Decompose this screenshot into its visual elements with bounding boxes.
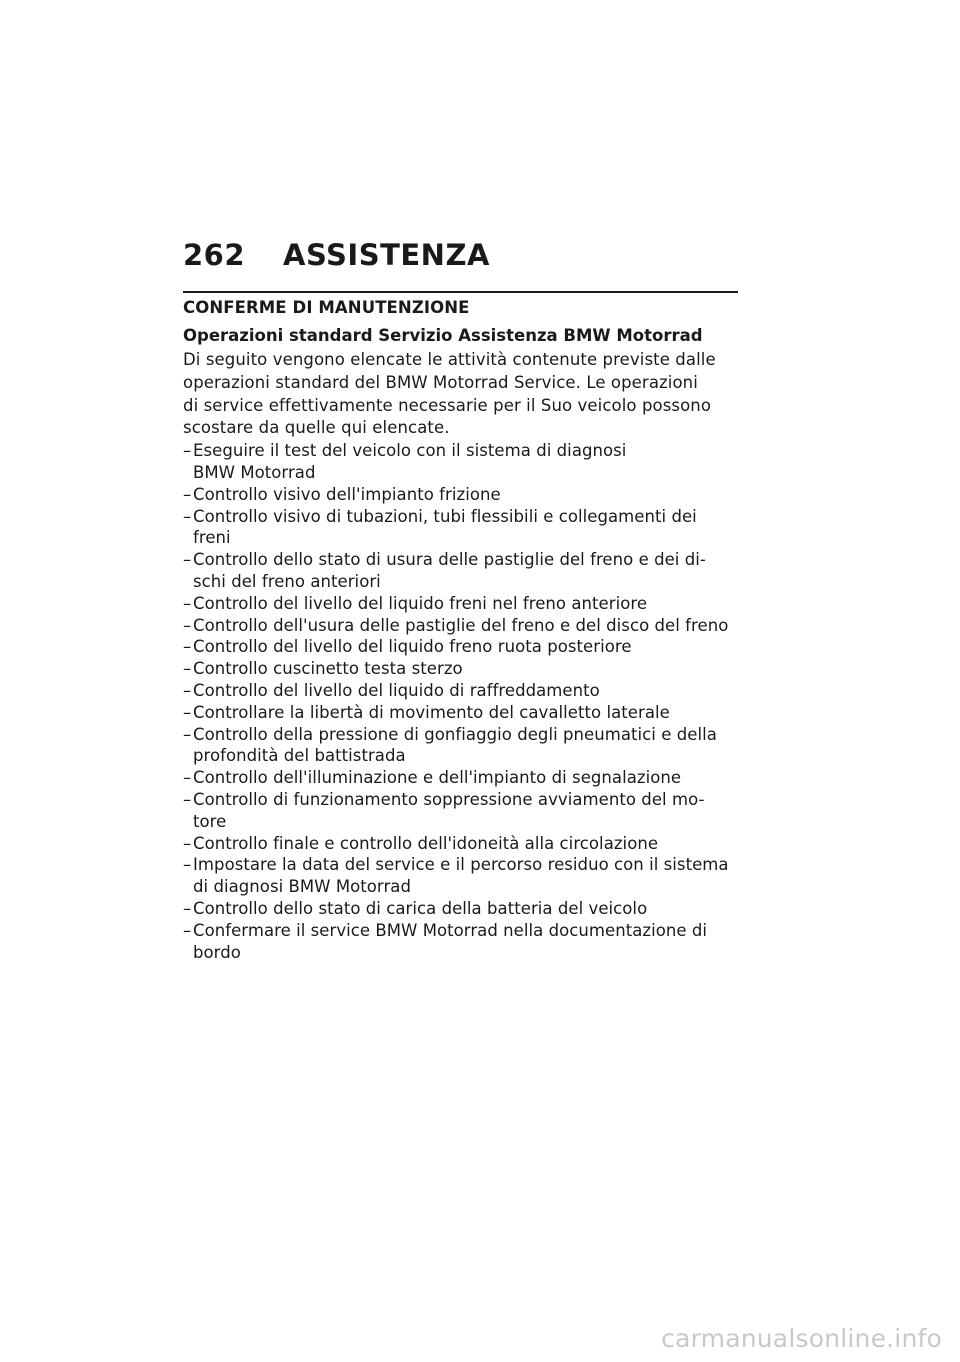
task-text: Controllo del livello del liquido di raffreddamento: [193, 680, 600, 700]
task-list-item: [183, 724, 741, 768]
watermark: carmanualsonline.info: [661, 1324, 942, 1353]
list-bullet: –: [183, 768, 192, 788]
task-text-continuation: bordo: [193, 942, 241, 962]
list-bullet: –: [183, 855, 192, 875]
list-bullet: –: [183, 659, 192, 679]
task-list-item: [183, 789, 741, 833]
task-text: Controllo dello stato di usura delle pastiglie del freno e dei di-: [193, 550, 706, 570]
task-text: Controllo finale e controllo dell'idoneità alla circolazione: [193, 833, 659, 853]
task-text-continuation: tore: [193, 811, 227, 831]
task-list-item: [183, 506, 741, 550]
task-list-item: [183, 549, 741, 593]
intro-line: scostare da quelle qui elencate.: [183, 418, 450, 438]
task-text-continuation: freni: [193, 528, 231, 548]
list-bullet: –: [183, 702, 192, 722]
task-text: Controllo di funzionamento soppressione avviamento del mo-: [193, 789, 705, 809]
list-bullet: –: [183, 484, 192, 504]
task-list-item: [183, 484, 741, 506]
task-text: Controllo cuscinetto testa sterzo: [193, 659, 463, 679]
list-bullet: –: [183, 615, 192, 635]
task-text: Impostare la data del service e il percorso residuo con il sistema: [193, 855, 729, 875]
task-text: Controllo dell'illuminazione e dell'impianto di segnalazione: [193, 768, 682, 788]
task-text: Controllo del livello del liquido freni nel freno anteriore: [193, 593, 648, 613]
task-list-item: [183, 702, 741, 724]
task-list-item: [183, 593, 741, 615]
list-bullet: –: [183, 550, 192, 570]
task-text: Controllo della pressione di gonfiaggio degli pneumatici e della: [193, 724, 717, 744]
task-list-item: [183, 440, 741, 484]
task-list-item: [183, 920, 741, 964]
intro-line: di service effettivamente necessarie per il Suo veicolo possono: [183, 395, 712, 415]
task-text-continuation: di diagnosi BMW Motorrad: [193, 877, 411, 897]
task-text: Controllo dello stato di carica della batteria del veicolo: [193, 898, 648, 918]
list-bullet: –: [183, 637, 192, 657]
chapter-title: ASSISTENZA: [283, 238, 490, 272]
task-text: Controllo visivo di tubazioni, tubi flessibili e collegamenti dei: [193, 506, 697, 526]
task-list-item: [183, 898, 741, 920]
task-list-item: [183, 767, 741, 789]
page-number: 262: [183, 238, 246, 272]
list-bullet: –: [183, 593, 192, 613]
intro-paragraph: [183, 349, 741, 440]
task-text: Confermare il service BMW Motorrad nella documentazione di: [193, 920, 708, 940]
maintenance-task-list: [183, 440, 741, 963]
task-list-item: [183, 636, 741, 658]
task-text: Controllo del livello del liquido freno ruota posteriore: [193, 637, 632, 657]
list-bullet: –: [183, 833, 192, 853]
task-list-item: [183, 680, 741, 702]
task-text-continuation: schi del freno anteriori: [193, 571, 381, 591]
task-list-item: [183, 854, 741, 898]
list-bullet: –: [183, 898, 192, 918]
task-list-item: [183, 833, 741, 855]
intro-line: operazioni standard del BMW Motorrad Service. Le operazioni: [183, 372, 698, 392]
section-subtitle: Operazioni standard Servizio Assistenza BMW Motorrad: [183, 326, 703, 345]
page-header: [183, 238, 738, 272]
list-bullet: –: [183, 789, 192, 809]
page-content: [183, 296, 741, 963]
list-bullet: –: [183, 724, 192, 744]
header-divider: [183, 291, 738, 293]
task-text: Controllo visivo dell'impianto frizione: [193, 484, 501, 504]
section-title: CONFERME DI MANUTENZIONE: [183, 298, 470, 317]
task-text-continuation: BMW Motorrad: [193, 462, 316, 482]
list-bullet: –: [183, 441, 192, 461]
list-bullet: –: [183, 680, 192, 700]
task-text: Eseguire il test del veicolo con il sistema di diagnosi: [193, 441, 627, 461]
task-list-item: [183, 658, 741, 680]
list-bullet: –: [183, 920, 192, 940]
intro-line: Di seguito vengono elencate le attività contenute previste dalle: [183, 350, 716, 369]
task-text: Controllo dell'usura delle pastiglie del freno e del disco del freno: [193, 615, 729, 635]
task-list-item: [183, 615, 741, 637]
list-bullet: –: [183, 506, 192, 526]
task-text: Controllare la libertà di movimento del cavalletto laterale: [193, 702, 670, 722]
task-text-continuation: profondità del battistrada: [193, 746, 406, 766]
